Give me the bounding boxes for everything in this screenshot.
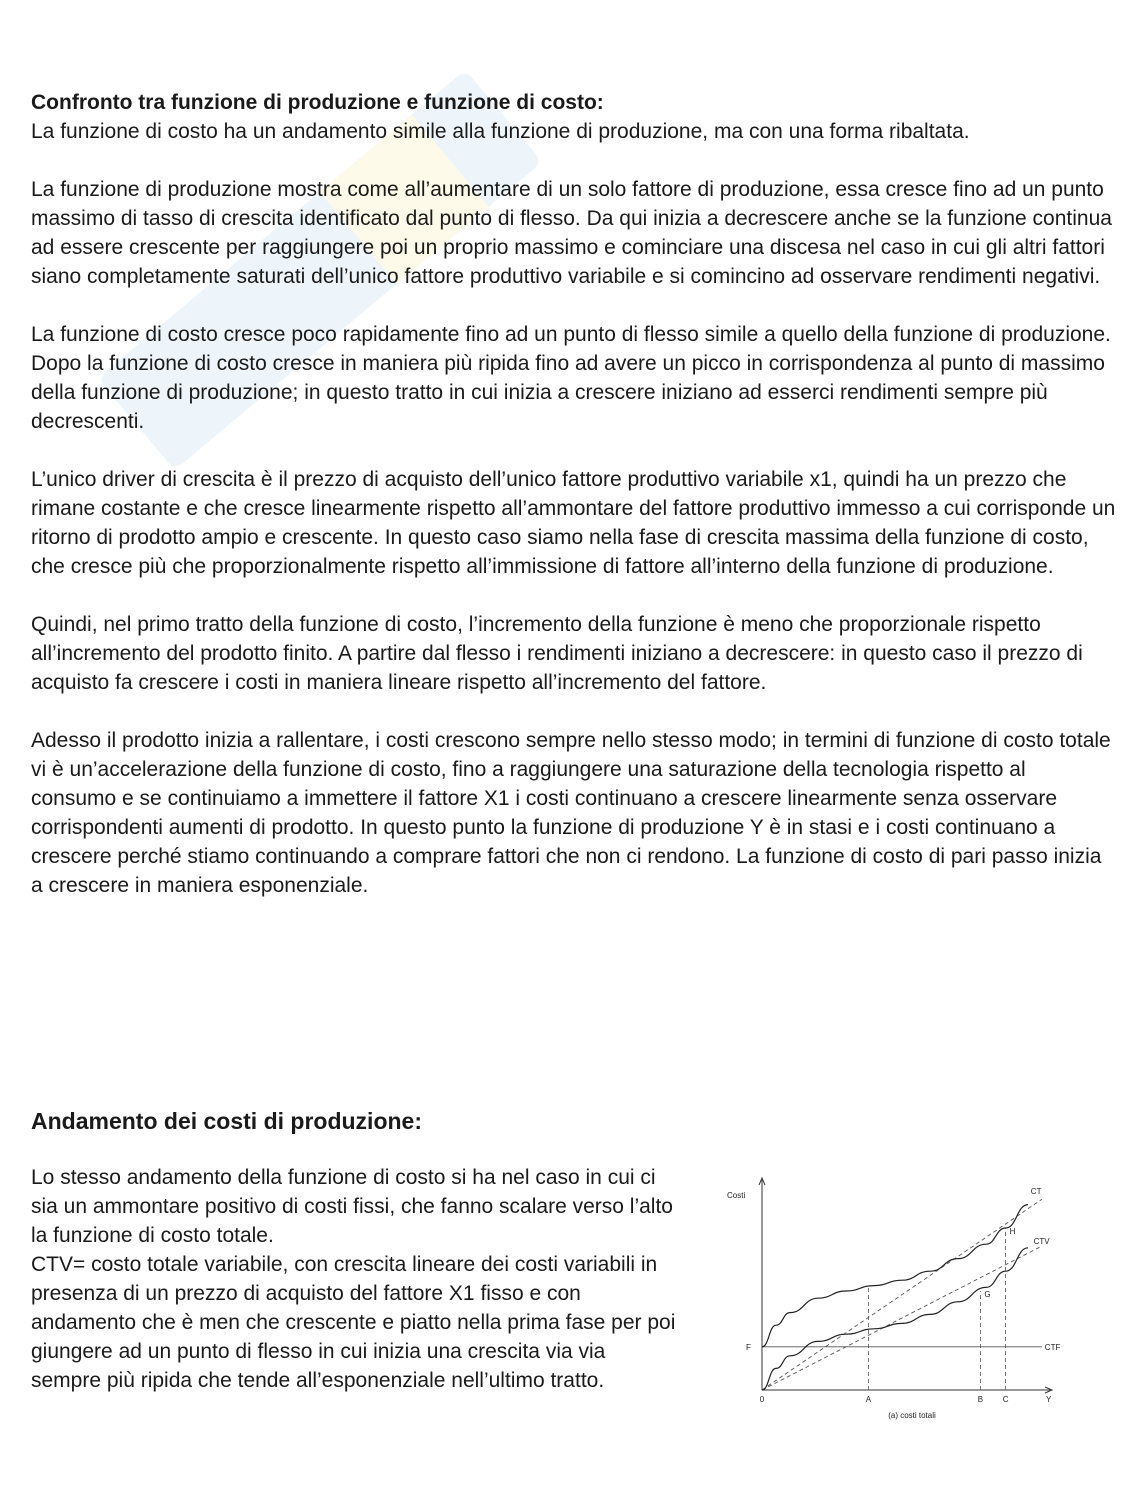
costs-line-ctv: CTV= costo totale variabile, con crescita lineare dei costi variabili in presenza di un prezzo di acquisto del fattore X1 fisso e con andamento che è men che crescente e piatto nella prima fase per poi giungere ad un punto di flesso in cui inizia una crescita via via sempre più ripida che tende all’esponenziale nell’ultimo tratto. — [31, 1253, 676, 1392]
paragraph-driver: L’unico driver di crescita è il prezzo di acquisto dell’unico fattore produttivo variabile x1, quindi ha un prezzo che rimane costante e che cresce linearmente rispetto all’ammontare del fattore produttivo immesso a cui corrisponde un ritorno di prodotto ampio e crescente. In questo caso siamo nella fase di crescita massima della funzione di costo, che cresce più che proporzionalmente rispetto all’immissione di fattore all’interno della funzione di produzione. — [31, 468, 1116, 578]
total-cost-chart — [722, 1165, 1062, 1450]
label-CT: CT — [1030, 1186, 1042, 1196]
x-tick-B: B — [977, 1395, 984, 1404]
series-CTV — [762, 1248, 1028, 1390]
y-axis-label: Costi — [727, 1191, 746, 1200]
point-G: G — [984, 1290, 991, 1299]
label-CTV: CTV — [1033, 1237, 1050, 1247]
x-tick-A: A — [865, 1395, 872, 1404]
x-tick-C: C — [1002, 1395, 1009, 1404]
label-CTF: CTF — [1044, 1342, 1061, 1352]
paragraph-primo-tratto: Quindi, nel primo tratto della funzione di costo, l’incremento della funzione è meno che proporzionale rispetto all’incremento del prodotto finito. A partire dal flesso i rendimenti iniziano a decrescere: in questo caso il prezzo di acquisto fa crescere i costi in maniera lineare rispetto all’incremento del fattore. — [31, 613, 1083, 694]
origin-label: 0 — [759, 1395, 765, 1404]
paragraph-produzione: La funzione di produzione mostra come all’aumentare di un solo fattore di produzione, essa cresce fino ad un punto massimo di tasso di crescita identificato dal punto di flesso. Da qui inizia a decrescere anche se la funzione continua ad essere crescente per raggiungere poi un proprio massimo e cominciare una discesa nel caso in cui gli altri fattori siano completamente saturati dell’unico fattore produttivo variabile e si comincino ad osservare rendimenti negativi. — [31, 178, 1112, 288]
x-axis-label: Y — [1046, 1395, 1052, 1404]
paragraph-costo: La funzione di costo cresce poco rapidamente fino ad un punto di flesso simile a quello della funzione di produzione. Dopo la funzione di costo cresce in maniera più ripida fino ad avere un picco in corrispondenza al punto di massimo della funzione di produzione; in questo tratto in cui inizia a crescere iniziano ad esserci rendimenti sempre più decrescenti. — [31, 323, 1111, 433]
series-ray-CTV — [762, 1246, 1042, 1390]
intro-paragraph: La funzione di costo ha un andamento simile alla funzione di produzione, ma con una forma ribaltata. — [31, 120, 970, 143]
y-tick-F: F — [746, 1342, 751, 1352]
paragraph-rallentamento: Adesso il prodotto inizia a rallentare, i costi crescono sempre nello stesso modo; in termini di funzione di costo totale vi è un’accelerazione della funzione di costo, fino a raggiungere una saturazione della tecnologia rispetto al consumo e se continuiamo a immettere il fattore X1 i costi continuano a crescere linearmente senza osservare corrispondenti aumenti di prodotto. In questo punto la funzione di produzione Y è in stasi e i costi continuano a crescere perché stiamo continuando a comprare fattori che non ci rendono. La funzione di costo di pari passo inizia a crescere in maniera esponenziale. — [31, 729, 1111, 897]
section-title-andamento: Andamento dei costi di produzione: — [31, 1108, 422, 1134]
point-H: H — [1009, 1227, 1016, 1236]
series-ray-CT — [762, 1199, 1042, 1390]
series-CT — [762, 1205, 1028, 1347]
costs-text — [31, 1163, 681, 1395]
costs-line-fixed: Lo stesso andamento della funzione di costo si ha nel caso in cui ci sia un ammontare positivo di costi fissi, che fanno scalare verso l’alto la funzione di costo totale. — [31, 1166, 673, 1247]
section-title-confronto: Confronto tra funzione di produzione e funzione di costo: — [31, 91, 604, 114]
chart-caption: (a) costi totali — [888, 1411, 936, 1420]
main-content — [31, 88, 1116, 900]
